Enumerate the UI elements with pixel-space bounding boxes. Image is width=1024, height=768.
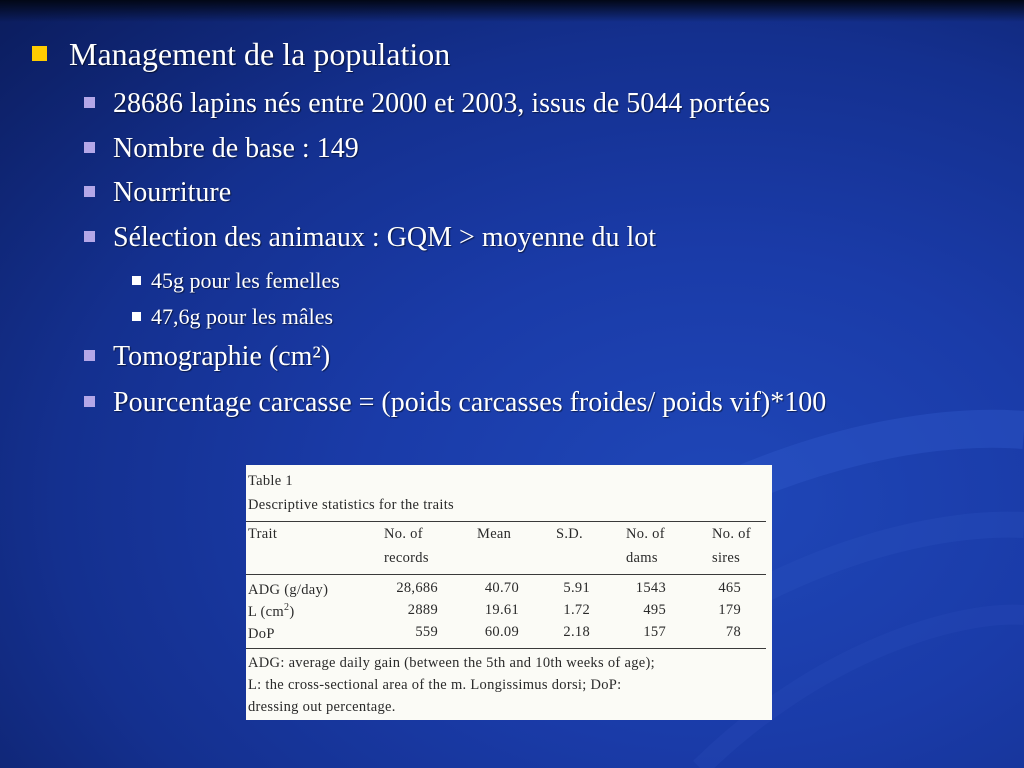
cell-sires: 179 bbox=[718, 602, 741, 618]
header-sires-line2: sires bbox=[712, 550, 741, 566]
table-row bbox=[246, 602, 772, 622]
table-footnote-line: L: the cross-sectional area of the m. Longissimus dorsi; DoP: bbox=[248, 677, 622, 693]
table-label: Table 1 bbox=[248, 473, 293, 489]
bullet-text: Pourcentage carcasse = (poids carcasses froides/ poids vif)*100 bbox=[113, 387, 827, 418]
bullet-text: 47,6g pour les mâles bbox=[151, 304, 334, 329]
square-bullet-icon bbox=[84, 350, 95, 361]
table-footnote-line: dressing out percentage. bbox=[248, 699, 396, 715]
cell-trait: ADG (g/day) bbox=[248, 581, 329, 598]
bullet-level2-selection bbox=[84, 222, 656, 254]
cell-sd: 5.91 bbox=[563, 580, 590, 596]
square-bullet-icon bbox=[84, 97, 95, 108]
title-text: Management de la population bbox=[69, 36, 451, 72]
table-caption: Descriptive statistics for the traits bbox=[248, 497, 454, 513]
table-top-rule bbox=[246, 521, 766, 522]
bullet-text: Nombre de base : 149 bbox=[113, 133, 359, 164]
bullet-text: 28686 lapins nés entre 2000 et 2003, issus de 5044 portées bbox=[113, 88, 771, 119]
cell-records: 2889 bbox=[407, 602, 438, 618]
bullet-level2-births bbox=[84, 88, 770, 120]
bullet-text: Nourriture bbox=[113, 177, 232, 208]
cell-trait: DoP bbox=[248, 625, 275, 642]
header-dams-line1: No. of bbox=[626, 526, 665, 542]
square-bullet-icon bbox=[84, 231, 95, 242]
header-sires-line1: No. of bbox=[712, 526, 751, 542]
table-row bbox=[246, 580, 772, 600]
bullet-level2-carcass bbox=[84, 387, 826, 419]
table-footnote-line: ADG: average daily gain (between the 5th and 10th weeks of age); bbox=[248, 655, 655, 671]
cell-mean: 60.09 bbox=[484, 624, 519, 640]
bullet-text: Sélection des animaux : GQM > moyenne du lot bbox=[113, 222, 657, 253]
cell-records: 28,686 bbox=[396, 580, 438, 596]
cell-sd: 2.18 bbox=[563, 624, 590, 640]
cell-dams: 495 bbox=[643, 602, 666, 618]
table-row bbox=[246, 624, 772, 644]
bullet-level3-males bbox=[132, 304, 333, 330]
scanned-statistics-table bbox=[246, 465, 772, 720]
cell-records: 559 bbox=[415, 624, 438, 640]
header-mean: Mean bbox=[477, 526, 512, 542]
cell-sires: 465 bbox=[718, 580, 741, 596]
bullet-level2-food bbox=[84, 177, 231, 209]
bullet-text: Tomographie (cm²) bbox=[113, 341, 331, 372]
header-dams-line2: dams bbox=[626, 550, 658, 566]
square-bullet-icon bbox=[132, 276, 141, 285]
cell-trait: L $(cm^2)$ bbox=[248, 602, 295, 620]
header-records-line1: No. of bbox=[384, 526, 423, 542]
square-bullet-icon bbox=[84, 186, 95, 197]
square-bullet-icon bbox=[84, 142, 95, 153]
bullet-level1-title bbox=[32, 36, 450, 73]
header-trait: Trait bbox=[248, 526, 278, 542]
square-bullet-icon bbox=[32, 46, 47, 61]
square-bullet-icon bbox=[84, 396, 95, 407]
square-bullet-icon bbox=[132, 312, 141, 321]
cell-sires: 78 bbox=[725, 624, 741, 640]
cell-mean: 19.61 bbox=[484, 602, 519, 618]
cell-mean: 40.70 bbox=[484, 580, 519, 596]
table-bottom-rule bbox=[246, 648, 766, 649]
header-sd: S.D. bbox=[556, 526, 583, 542]
header-records-line2: records bbox=[384, 550, 429, 566]
bullet-level3-females bbox=[132, 268, 340, 294]
bullet-level2-tomography bbox=[84, 341, 330, 373]
cell-dams: 1543 bbox=[635, 580, 666, 596]
table-header-rule bbox=[246, 574, 766, 575]
cell-sd: 1.72 bbox=[563, 602, 590, 618]
cell-dams: 157 bbox=[643, 624, 666, 640]
bullet-text: 45g pour les femelles bbox=[151, 268, 340, 293]
bullet-level2-base-number bbox=[84, 133, 359, 165]
